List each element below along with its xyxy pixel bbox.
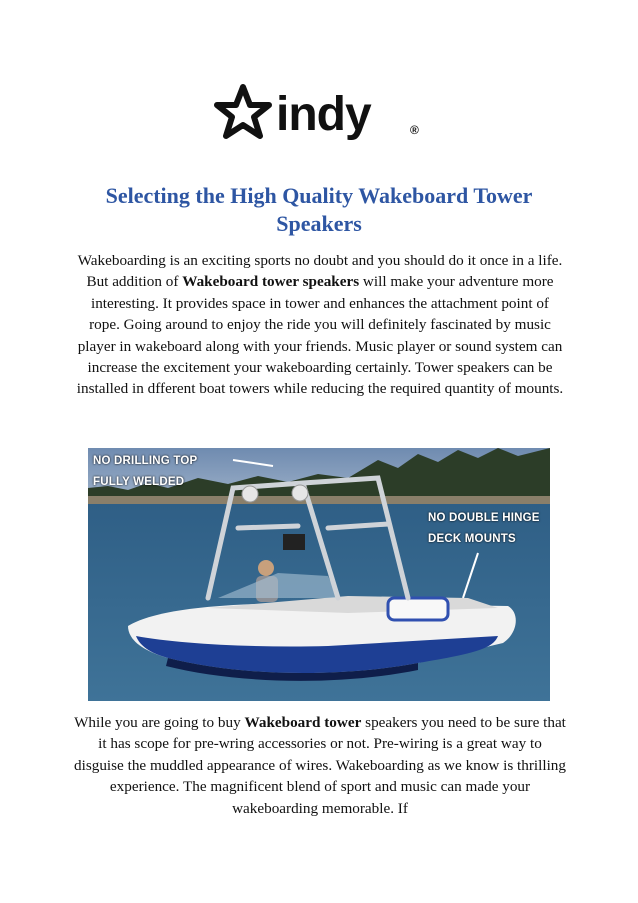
buying-paragraph: [74, 712, 566, 819]
intro-link-keyword: Wakeboard tower speakers: [182, 273, 360, 291]
driver-head: [258, 560, 274, 576]
wakeboard-rack: [283, 534, 305, 550]
intro-paragraph: [74, 250, 566, 400]
registered-mark: ®: [410, 123, 419, 137]
intro-rest: will make your adventure more interesting. It provides space in tower and enhances the attachment point of rope. Going around to enjoy the ride you will definitely fascinated by music player in wakeboard along with your friends. Music player or sound system can increase the excitement your wakeboarding certainly. Tower speakers can be installed in dfferent boat towers while reducing the required quantity of mounts.: [76, 273, 564, 398]
shoreline: [88, 496, 550, 504]
logo-wordmark: indy: [276, 88, 371, 141]
caption-deck-mounts: DECK MOUNTS: [428, 533, 516, 545]
page-title: Selecting the High Quality Wakeboard Tower Speakers: [105, 183, 533, 236]
caption-fully-welded: FULLY WELDED: [93, 476, 185, 488]
indy-logo: [214, 84, 426, 142]
buying-lead: While you are going to buy: [74, 714, 245, 731]
caption-no-double-hinge: NO DOUBLE HINGE: [428, 512, 540, 524]
star-icon: [217, 87, 269, 136]
intro-lead: Wakeboarding is an exciting sports no doubt and you should do it once in a life. But addition of: [77, 252, 563, 291]
buying-keyword: Wakeboard tower: [244, 714, 362, 731]
tower-speaker-right: [292, 485, 308, 501]
tower-speaker-left: [242, 486, 258, 502]
seat: [388, 598, 448, 620]
buying-rest: speakers you need to be sure that it has scope for pre-wring accessories or not. Pre-wiring is a great way to disguise the muddled appearance of wires. Wakeboarding as we know is thrilling experience. The magnificent blend of sport and music can made your wakeboarding memorable. If: [74, 714, 566, 817]
caption-no-drilling: NO DRILLING TOP: [93, 455, 198, 467]
